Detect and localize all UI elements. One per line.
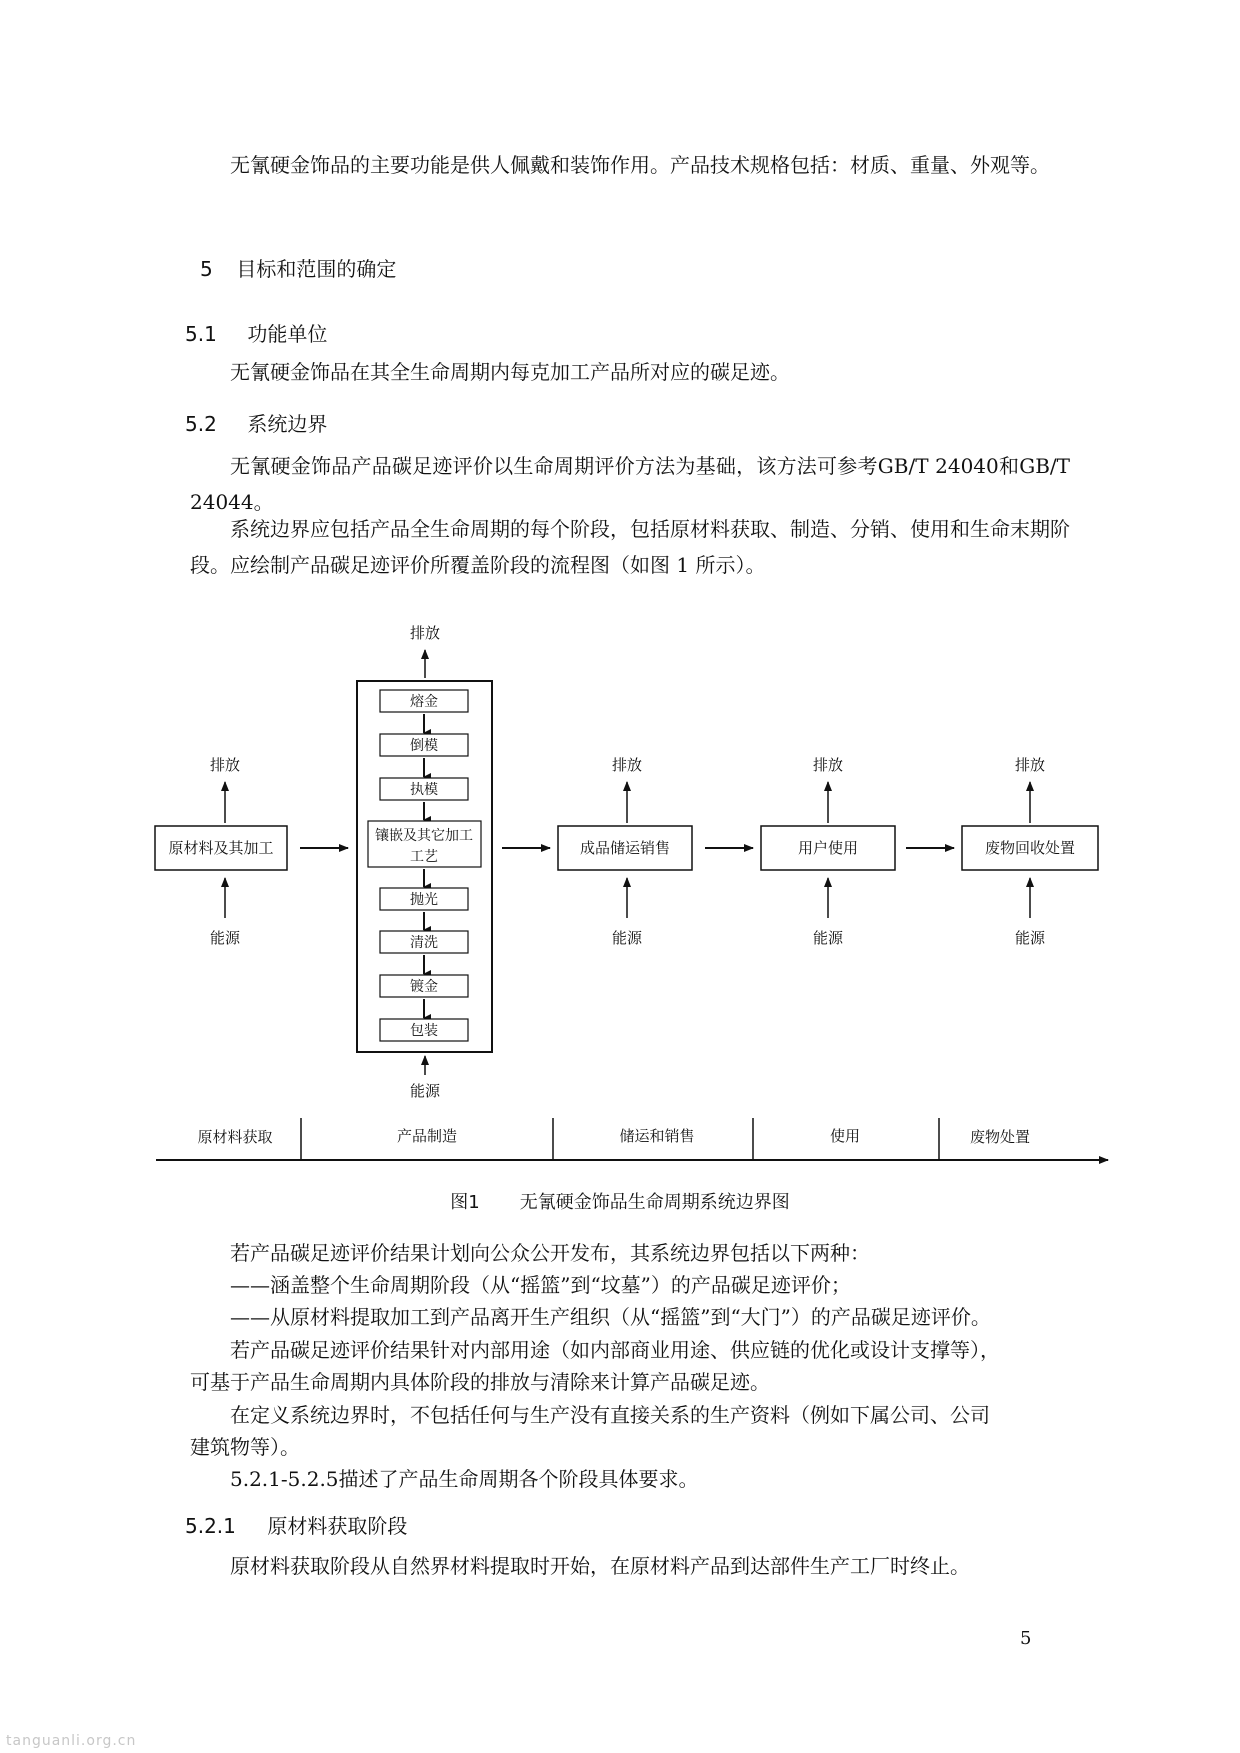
stage-label: 使用 — [829, 1127, 861, 1145]
section-number: 5 — [200, 257, 213, 281]
raw-energy-label: 能源 — [209, 929, 241, 947]
boundary-text-line: 可基于产品生命周期内具体阶段的排放与清除来计算产品碳足迹。 — [190, 1370, 770, 1394]
section-title: 系统边界 — [247, 412, 328, 436]
section-title: 功能单位 — [247, 322, 328, 346]
process-step-label: 执模 — [410, 782, 438, 798]
figure-caption-label: 图1 — [450, 1192, 480, 1213]
storage-sales-label: 成品储运销售 — [579, 839, 671, 857]
process-step-label: 抛光 — [410, 892, 438, 908]
use-emission-label: 排放 — [812, 756, 844, 774]
section-5-2-1-heading — [185, 1510, 407, 1539]
process-energy-label: 能源 — [409, 1082, 441, 1100]
storage-emission-label: 排放 — [611, 756, 643, 774]
process-step-label: 熔金 — [410, 694, 438, 710]
section-5-2-1-text: 原材料获取阶段从自然界材料提取时开始，在原材料产品到达部件生产工厂时终止。 — [230, 1554, 970, 1578]
process-step-label: 清洗 — [410, 935, 438, 951]
boundary-text-line: 5.2.1-5.2.5描述了产品生命周期各个阶段具体要求。 — [230, 1467, 699, 1491]
process-step-label: 工艺 — [410, 849, 438, 865]
figure-caption — [0, 1188, 1240, 1214]
page-number: 5 — [1020, 1628, 1032, 1649]
watermark-text: tanguanli.org.cn — [6, 1733, 137, 1749]
boundary-text-line: ——涵盖整个生命周期阶段（从“摇篮”到“坟墓”）的产品碳足迹评价； — [230, 1273, 851, 1297]
figure-caption-title: 无氰硬金饰品生命周期系统边界图 — [519, 1192, 790, 1213]
section-number: 5.2.1 — [185, 1514, 236, 1538]
stage-label: 废物处置 — [969, 1128, 1031, 1146]
process-step-label: 镶嵌及其它加工 — [375, 828, 473, 844]
process-emission-label: 排放 — [409, 624, 441, 642]
use-label: 用户使用 — [797, 839, 859, 857]
section-number: 5.2 — [185, 412, 217, 436]
intro-paragraph: 无氰硬金饰品的主要功能是供人佩戴和装饰作用。产品技术规格包括：材质、重量、外观等。 — [230, 153, 1050, 177]
stage-label: 产品制造 — [396, 1127, 458, 1145]
waste-emission-label: 排放 — [1014, 756, 1046, 774]
section-5-2-paragraph-2: 系统边界应包括产品全生命周期的每个阶段，包括原材料获取、制造、分销、使用和生命末期阶段。应绘制产品碳足迹评价所覆盖阶段的流程图（如图 1 所示）。 — [190, 517, 1070, 577]
storage-energy-label: 能源 — [611, 929, 643, 947]
boundary-text-line: ——从原材料提取加工到产品离开生产组织（从“摇篮”到“大门”）的产品碳足迹评价。 — [230, 1305, 991, 1329]
waste-disposal-label: 废物回收处置 — [984, 839, 1076, 857]
stage-label: 原材料获取 — [197, 1128, 273, 1146]
section-title: 目标和范围的确定 — [236, 257, 397, 281]
section-5-1-text: 无氰硬金饰品在其全生命周期内每克加工产品所对应的碳足迹。 — [230, 360, 790, 384]
process-step-label: 倒模 — [410, 738, 438, 754]
stage-label: 储运和销售 — [619, 1127, 695, 1145]
process-step-label: 包装 — [410, 1023, 438, 1039]
section-title: 原材料获取阶段 — [267, 1514, 408, 1538]
section-number: 5.1 — [185, 322, 217, 346]
boundary-text-line: 若产品碳足迹评价结果计划向公众公开发布，其系统边界包括以下两种： — [230, 1241, 870, 1265]
raw-material-label: 原材料及其加工 — [168, 839, 274, 857]
process-step-label: 镀金 — [410, 979, 438, 995]
section-5-2-paragraph-1: 无氰硬金饰品产品碳足迹评价以生命周期评价方法为基础，该方法可参考GB/T 24040和GB/T 24044。 — [190, 454, 1070, 514]
raw-emission-label: 排放 — [209, 756, 241, 774]
waste-energy-label: 能源 — [1014, 929, 1046, 947]
boundary-text-line: 建筑物等）。 — [190, 1435, 300, 1459]
boundary-text-line: 若产品碳足迹评价结果针对内部用途（如内部商业用途、供应链的优化或设计支撑等）， — [230, 1338, 1000, 1362]
boundary-text-line: 在定义系统边界时，不包括任何与生产没有直接关系的生产资料（例如下属公司、公司 — [230, 1403, 990, 1427]
use-energy-label: 能源 — [812, 929, 844, 947]
